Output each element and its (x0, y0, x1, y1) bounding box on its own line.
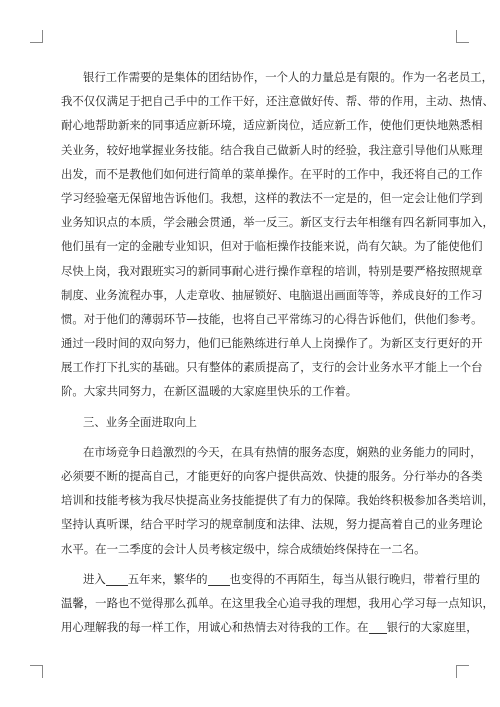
text-line: 必须要不断的提高自己，才能更好的向客户提供高效、快捷的服务。分行举办的各类 (61, 469, 483, 483)
paragraph-reflection (61, 567, 494, 640)
paragraph-training (61, 440, 494, 561)
text-line: 制度、业务流程办事，人走章收、抽屉锁好、电脑退出画面等等，养成良好的工作习 (61, 287, 483, 302)
text-line: 温馨，一路也不觉得那么孤单。在这里我全心追寻我的理想，我用心学习每一点知识， (61, 595, 494, 610)
fill-in-blank (106, 571, 128, 586)
text-line: 培训和技能考核为我尽快提高业务技能提供了有力的保障。我始终积极参加各类培训， (61, 493, 494, 508)
text-line: 坚持认真听课，结合平时学习的规章制度和法律、法规，努力提高着自己的业务理论 (61, 517, 483, 532)
text-line-with-blank: 用心理解我的每一样工作，用诚心和热情去对待我的工作。在 银行的大家庭里， (61, 620, 478, 635)
paragraph-teamwork (61, 65, 494, 404)
fill-in-blank (369, 619, 387, 634)
text-line: 耐心地帮助新来的同事适应新环境，适应新岗位，适应新工作，使他们更快地熟悉相 (61, 118, 483, 133)
text-line: 水平。在一二季度的会计人员考核定级中，综合成绩始终保持在一二名。 (61, 541, 426, 556)
crop-mark-top-right (456, 30, 469, 43)
text-line: 我不仅仅满足于把自己手中的工作干好，还注意做好传、帮、带的作用，主动、热情、 (61, 94, 494, 109)
text-line: 银行工作需要的是集体的团结协作，一个人的力量总是有限的。作为一名老员工， (83, 70, 494, 84)
text-line: 关业务，较好地掌握业务技能。结合我自己做新人时的经验，我注意引导他们从账理 (61, 142, 483, 157)
text-line: 惯。对于他们的薄弱环节—技能，也将自己平常练习的心得告诉他们，供他们参考。 (61, 311, 483, 326)
text-line: 在市场竞争日趋激烈的今天，在具有热情的服务态度，娴熟的业务能力的同时， (83, 444, 482, 459)
document-body (61, 65, 494, 639)
section-heading: 三、业务全面进取向上 (83, 414, 197, 429)
text-line: 通过一段时间的双向努力，他们已能熟练进行单人上岗操作了。为新区支行更好的开 (61, 336, 483, 351)
text-line: 展工作打下扎实的基础。只有整体的素质提高了，支行的会计业务水平才能上一个台 (61, 360, 483, 375)
crop-mark-bottom-left (30, 665, 43, 678)
text-line: 出发，而不是教他们如何进行简单的菜单操作。在平时的工作中，我还将自己的工作 (61, 166, 483, 181)
crop-mark-top-left (30, 30, 43, 43)
text-line: 尽快上岗，我对跟班实习的新同事耐心进行操作章程的培训，特别是要严格按照规章 (61, 263, 483, 278)
text-line: 业务知识点的本质，学会融会贯通，举一反三。新区支行去年相继有四名新同事加入， (61, 215, 494, 230)
text-line: 他们虽有一定的金融专业知识，但对于临柜操作技能来说，尚有欠缺。为了能使他们 (61, 239, 483, 254)
crop-mark-bottom-right (456, 665, 469, 678)
text-line: 阶。大家共同努力，在新区温暖的大家庭里快乐的工作着。 (61, 384, 358, 399)
text-line-with-blanks: 进入 五年来，繁华的 也变得的不再陌生，每当从银行晚归，带着行里的 (83, 571, 481, 586)
fill-in-blank (208, 571, 230, 586)
text-line: 学习经验毫无保留地告诉他们。我想，这样的教法不一定是的，但一定会让他们学到 (61, 190, 483, 205)
